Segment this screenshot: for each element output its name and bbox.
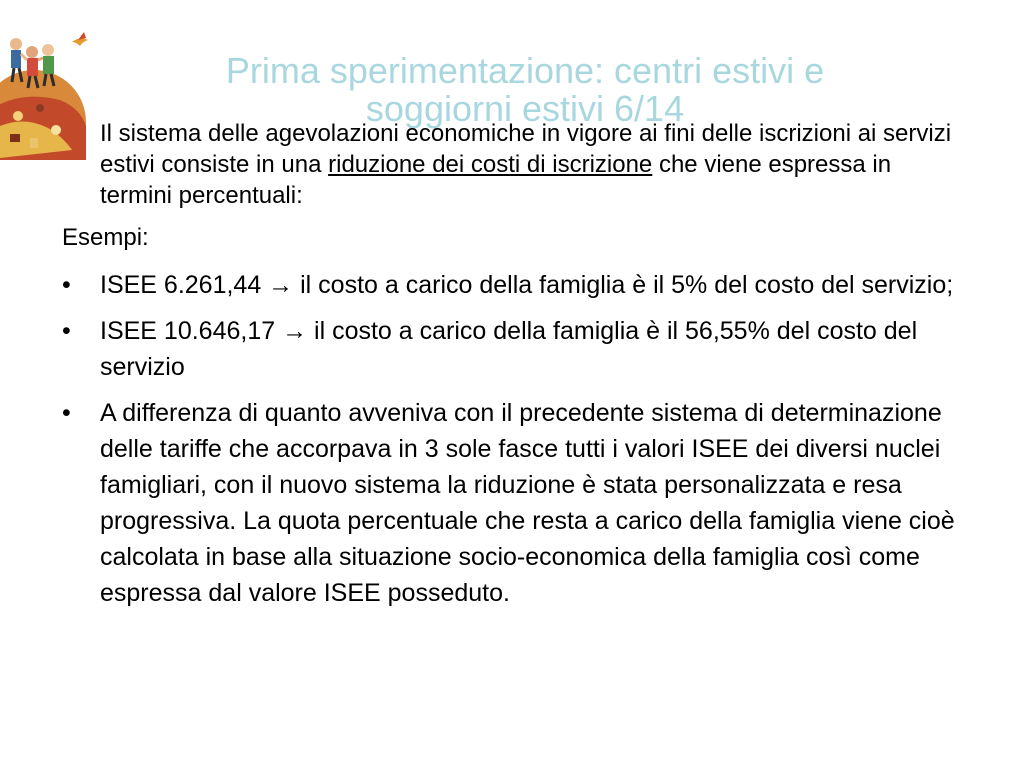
bullet-text: ISEE 6.261,44 → il costo a carico della famiglia è il 5% del costo del servizio; bbox=[100, 271, 954, 299]
bullet-item bbox=[62, 395, 967, 611]
bullet-icon: • bbox=[62, 271, 71, 299]
slide-title-line-2: soggiorni estivi 6/14 bbox=[365, 88, 685, 129]
bullet-text: ISEE 10.646,17 → il costo a carico della famiglia è il 56,55% del costo del servizio bbox=[100, 317, 918, 381]
examples-label: Esempi: bbox=[62, 224, 149, 251]
slide-title-line-1: Prima sperimentazione: centri estivi e bbox=[225, 50, 825, 91]
bullet-item bbox=[62, 313, 967, 385]
intro-paragraph bbox=[100, 118, 967, 211]
slide-body bbox=[62, 118, 967, 611]
slide-title bbox=[130, 52, 920, 128]
bullet-item bbox=[62, 267, 967, 303]
intro-text-start: Il sistema delle agevolazioni economiche in vigore ai fini delle iscrizioni ai servizi estivi consiste in una bbox=[100, 120, 952, 178]
bullet-icon: • bbox=[62, 399, 71, 427]
intro-text-end: che viene espressa in termini percentuali: bbox=[100, 151, 892, 209]
bullet-list bbox=[62, 267, 967, 611]
intro-underlined-text: riduzione dei costi di iscrizione bbox=[328, 151, 653, 178]
bullet-icon: • bbox=[62, 317, 71, 345]
bullet-text: A differenza di quanto avveniva con il precedente sistema di determinazione delle tariffe che accorpava in 3 sole fasce tutti i valori ISEE dei diversi nuclei famigliari, con il nuovo sistema la riduzione è stata personalizzata e resa progressiva. La quota percentuale che resta a carico della famiglia viene cioè calcolata in base alla situazione socio-economica della famiglia così come espressa dal valore ISEE posseduto. bbox=[100, 399, 955, 607]
